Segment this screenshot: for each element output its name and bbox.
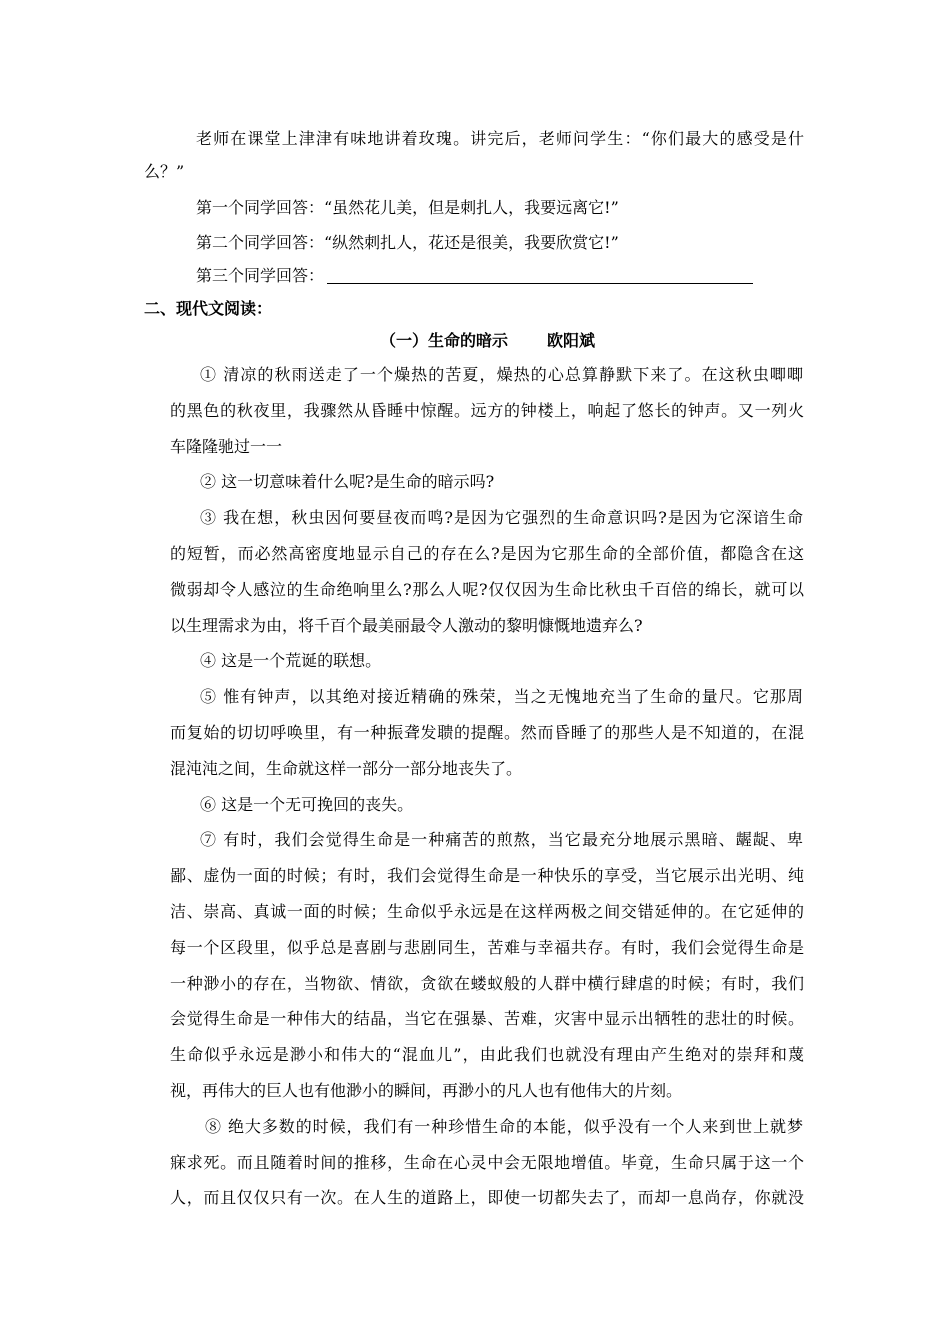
answer-2: 第二个同学回答：“纵然刺扎人，花还是很美，我要欣赏它!” bbox=[196, 233, 619, 252]
answer-3-label: 第三个同学回答： bbox=[196, 266, 325, 285]
paragraph-5-line-1: ⑤ 惟有钟声，以其绝对接近精确的殊荣，当之无愧地充当了生命的量尺。它那周 bbox=[200, 687, 803, 706]
paragraph-7-line-2: 鄙、虚伪一面的时候；有时，我们会觉得生命是一种快乐的享受，当它展示出光明、纯 bbox=[170, 866, 804, 885]
answer-3-blank-line bbox=[327, 283, 753, 284]
paragraph-7-line-4: 每一个区段里，似乎总是喜剧与悲剧同生，苦难与幸福共存。有时，我们会觉得生命是 bbox=[170, 938, 804, 957]
paragraph-7-line-5: 一种渺小的存在，当物欲、情欲，贪欲在蝼蚁般的人群中横行肆虐的时候；有时，我们 bbox=[170, 974, 804, 993]
paragraph-6-line-1: ⑥ 这是一个无可挽回的丧失。 bbox=[200, 795, 414, 814]
paragraph-2-line-1: ② 这一切意味着什么呢?是生命的暗示吗? bbox=[200, 472, 495, 491]
paragraph-8-line-1: ⑧ 绝大多数的时候，我们有一种珍惜生命的本能，似乎没有一个人来到世上就梦 bbox=[205, 1117, 803, 1136]
paragraph-8-line-2: 寐求死。而且随着时间的推移，生命在心灵中会无限地增值。毕竟，生命只属于这一个 bbox=[170, 1153, 804, 1172]
paragraph-7-line-6: 会觉得生命是一种伟大的结晶，当它在强暴、苦难，灾害中显示出牺牲的悲壮的时候。 bbox=[170, 1009, 804, 1028]
paragraph-3-line-2: 的短暂，而必然高密度地显示自己的存在么?是因为它那生命的全部价值，都隐含在这 bbox=[170, 544, 804, 563]
article-title: （一）生命的暗示 bbox=[380, 331, 509, 350]
section-heading: 二、现代文阅读： bbox=[144, 299, 273, 318]
paragraph-1-line-3: 车隆隆驰过一一 bbox=[170, 437, 283, 456]
paragraph-5-line-2: 而复始的切切呼唤里，有一种振聋发聩的提醒。然而昏睡了的那些人是不知道的，在混 bbox=[170, 723, 804, 742]
intro-line-2: 么？” bbox=[144, 162, 185, 181]
paragraph-1-line-2: 的黑色的秋夜里，我骤然从昏睡中惊醒。远方的钟楼上，响起了悠长的钟声。又一列火 bbox=[170, 401, 804, 420]
intro-line-1: 老师在课堂上津津有味地讲着玫瑰。讲完后，老师问学生：“你们最大的感受是什 bbox=[196, 129, 804, 148]
paragraph-3-line-1: ③ 我在想，秋虫因何要昼夜而鸣?是因为它强烈的生命意识吗?是因为它深谙生命 bbox=[200, 508, 803, 527]
paragraph-3-line-3: 微弱却令人感泣的生命绝响里么?那么人呢?仅仅因为生命比秋虫千百倍的绵长，就可以 bbox=[170, 580, 804, 599]
paragraph-4-line-1: ④ 这是一个荒诞的联想。 bbox=[200, 651, 382, 670]
paragraph-7-line-7: 生命似乎永远是渺小和伟大的“混血儿”，由此我们也就没有理由产生绝对的崇拜和蔑 bbox=[170, 1045, 804, 1064]
paragraph-7-line-1: ⑦ 有时，我们会觉得生命是一种痛苦的煎熬，当它最充分地展示黑暗、龌龊、卑 bbox=[200, 830, 803, 849]
article-author: 欧阳斌 bbox=[547, 331, 596, 350]
paragraph-5-line-3: 混沌沌之间，生命就这样一部分一部分地丧失了。 bbox=[170, 759, 523, 778]
paragraph-1-line-1: ① 清凉的秋雨送走了一个燥热的苦夏，燥热的心总算静默下来了。在这秋虫唧唧 bbox=[200, 365, 803, 384]
paragraph-7-line-3: 洁、崇高、真诚一面的时候；生命似乎永远是在这样两极之间交错延伸的。在它延伸的 bbox=[170, 902, 804, 921]
answer-1: 第一个同学回答：“虽然花儿美，但是刺扎人，我要远离它!” bbox=[196, 198, 619, 217]
paragraph-7-line-8: 视，再伟大的巨人也有他渺小的瞬间，再渺小的凡人也有他伟大的片刻。 bbox=[170, 1081, 683, 1100]
paragraph-3-line-4: 以生理需求为由，将千百个最美丽最令人激动的黎明慷慨地遗弃么? bbox=[170, 616, 643, 635]
paragraph-8-line-3: 人，而且仅仅只有一次。在人生的道路上，即使一切都失去了，而却一息尚存，你就没 bbox=[170, 1188, 804, 1207]
